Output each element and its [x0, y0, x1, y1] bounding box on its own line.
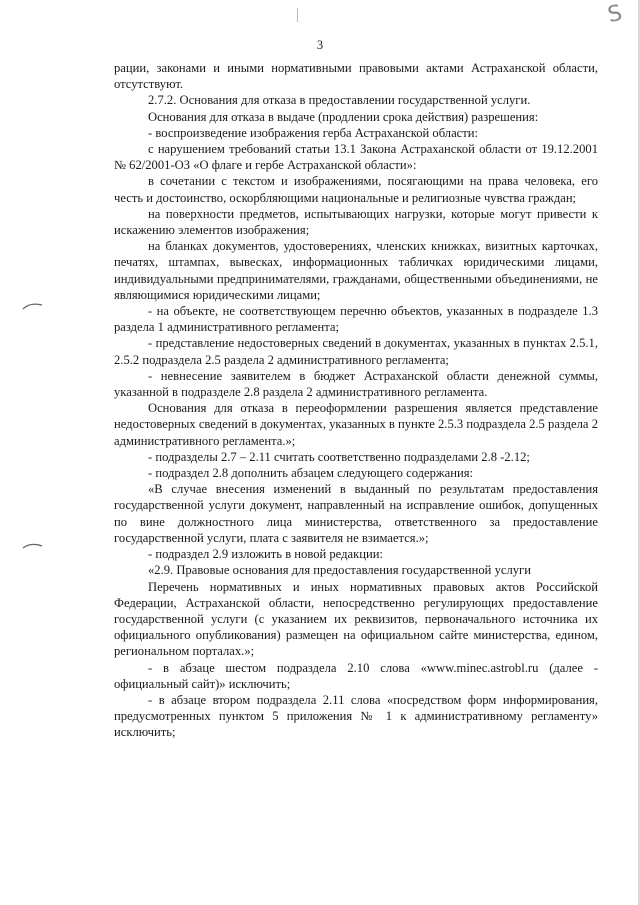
paragraph: - невнесение заявителем в бюджет Астраханской области денежной суммы, указанной в подразделе 2.8 раздела 2 административного регламента.: [114, 368, 598, 400]
scan-artifact-line: [297, 8, 298, 22]
paragraph: на бланках документов, удостоверениях, членских книжках, визитных карточках, печатях, штампах, вывесках, информационных табличках юридическими лицами, индивидуальными предпринимателями, гражданами, общественными объединениями, не являющимися юридическими лицами;: [114, 239, 598, 302]
paragraph: Основания для отказа в переоформлении разрешения является представление недостоверных сведений в документах, указанных в пункте 2.5.3 подраздела 2.5 раздела 2 административного регламента.»;: [114, 401, 598, 448]
document-body: [114, 60, 598, 741]
paragraph: - подразделы 2.7 – 2.11 считать соответственно подразделами 2.8 -2.12;: [148, 449, 530, 464]
paragraph: «В случае внесения изменений в выданный по результатам предоставления государственной услуги документ, направленный на исправление ошибок, допущенных по вине должностного лица министерства, ответственного за предоставление государственной услуги, плата с заявителя не взимается.»;: [114, 482, 598, 545]
paragraph: - подраздел 2.8 дополнить абзацем следующего содержания:: [148, 466, 473, 481]
paragraph: «2.9. Правовые основания для предоставления государственной услуги: [148, 563, 531, 578]
page-number: 3: [316, 38, 324, 52]
paragraph: - подраздел 2.9 изложить в новой редакции:: [148, 547, 383, 562]
paragraph: в сочетании с текстом и изображениями, посягающими на права человека, его честь и достоинство, оскорбляющими национальные и религиозные чувства граждан;: [114, 174, 598, 205]
scan-margin-mark-lower: [22, 540, 44, 552]
paragraph: 2.7.2. Основания для отказа в предоставлении государственной услуги.: [148, 93, 531, 108]
paragraph: на поверхности предметов, испытывающих нагрузки, которые могут привести к искажению элементов изображения;: [114, 206, 598, 238]
paragraph: - представление недостоверных сведений в документах, указанных в пунктах 2.5.1, 2.5.2 подраздела 2.5 раздела 2 административного регламента;: [114, 336, 598, 367]
paragraph: - в абзаце шестом подраздела 2.10 слова «www.minec.astrobl.ru (далее - официальный сайт)» исключить;: [114, 660, 598, 691]
paragraph: - на объекте, не соответствующем перечню объектов, указанных в подразделе 1.3 раздела 1 административного регламента;: [114, 304, 598, 335]
paragraph: Перечень нормативных и иных нормативных правовых актов Российской Федерации, Астраханской области, непосредственно регулирующих предоставление государственной услуги (с указанием их реквизитов, первоначального источника их официального опубликования) размещен на официальном сайте министерства, едином, региональном порталах.»;: [114, 579, 598, 659]
handwritten-page-mark: S: [605, 0, 625, 29]
scan-margin-mark-upper: [22, 300, 44, 312]
paragraph: с нарушением требований статьи 13.1 Закона Астраханской области от 19.12.2001 № 62/2001-ОЗ «О флаге и гербе Астраханской области»:: [114, 142, 598, 173]
paragraph: - в абзаце втором подраздела 2.11 слова «посредством форм информирования, предусмотренных пунктом 5 приложения № 1 к административному регламенту» исключить;: [114, 692, 598, 740]
paragraph: рации, законами и иными нормативными правовыми актами Астраханской области, отсутствуют.: [114, 61, 598, 92]
paragraph: - воспроизведение изображения герба Астраханской области:: [148, 125, 478, 140]
paragraph: Основания для отказа в выдаче (продлении срока действия) разрешения:: [148, 109, 539, 124]
